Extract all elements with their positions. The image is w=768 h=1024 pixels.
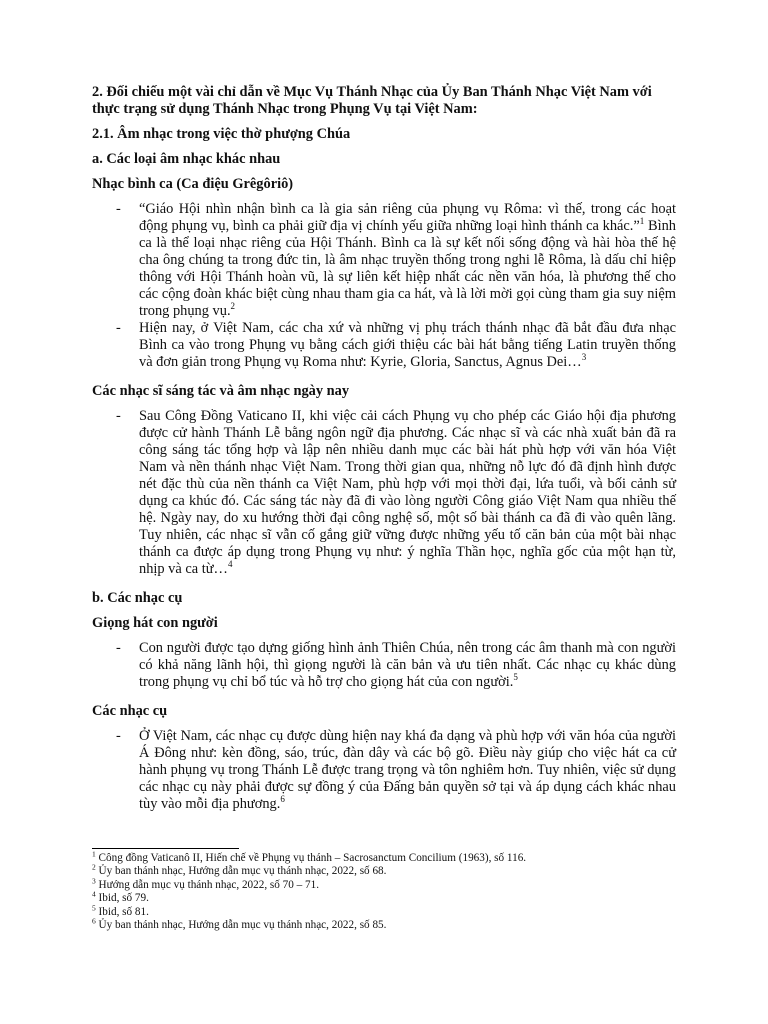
paragraph-text: Hiện nay, ở Việt Nam, các cha xứ và những vị phụ trách thánh nhạc đã bắt đầu đưa nhạc Bình ca vào trong Phụng vụ bằng cách giới thiệu các bài hát bằng tiếng Latin truyền thống và đơn giản trong Phụng vụ Roma như: Kyrie, Gloria, Sanctus, Agnus Dei…	[139, 320, 676, 370]
paragraph-text: Con người được tạo dựng giống hình ảnh Thiên Chúa, nên trong các âm thanh mà con người có khả năng lãnh hội, thì giọng người là căn bản và ưu tiên nhất. Các nhạc cụ khác dùng trong phụng vụ chỉ bổ túc và hỗ trợ cho giọng hát của con người.	[139, 640, 676, 690]
footnote	[92, 889, 676, 905]
part-b-title: b. Các nhạc cụ	[92, 590, 183, 606]
footnote-ref[interactable]: 6	[280, 794, 285, 805]
footnote-ref[interactable]: 5	[513, 672, 518, 683]
part-a-title: a. Các loại âm nhạc khác nhau	[92, 151, 281, 167]
list-item	[92, 408, 676, 578]
paragraph-text: Bình ca là thể loại nhạc riêng của Hội Thánh. Bình ca là sự kết nối sống động và hài hòa thế hệ cha ông chúng ta trong đức tin, là âm nhạc truyền thống trong nghi lễ Rôma, là dấu chỉ hiệp thông với Hội Thánh hoàn vũ, là sự liên kết hiệp nhất các nền văn hóa, là phương thế cho các cộng đoàn khác biệt cùng nhau tham gia ca hát, và là lời mời gọi cùng tham gia suy niệm trong phụng vụ.	[139, 218, 676, 319]
footnote-text: Ibid, số 81.	[95, 905, 149, 918]
footnote-text: Hướng dẫn mục vụ thánh nhạc, 2022, số 70 – 71.	[95, 878, 320, 891]
bullet-dash: -	[116, 728, 121, 744]
footnote	[92, 862, 676, 878]
document-body	[92, 84, 676, 825]
bullet-dash: -	[116, 320, 121, 336]
footnotes	[92, 849, 676, 932]
footnote-ref[interactable]: 3	[581, 352, 587, 363]
footnote-number: 6	[92, 916, 96, 926]
bullet-dash: -	[116, 640, 121, 656]
gregorian-title: Nhạc bình ca (Ca điệu Grêgôriô)	[92, 176, 294, 192]
footnote-number: 2	[92, 862, 96, 872]
footnote-ref[interactable]: 2	[230, 301, 236, 312]
bullet-dash: -	[116, 408, 121, 424]
subsection-title: 2.1. Âm nhạc trong việc thờ phượng Chúa	[92, 126, 351, 142]
composers-title: Các nhạc sĩ sáng tác và âm nhạc ngày nay	[92, 383, 350, 399]
footnote	[92, 849, 676, 865]
footnote-text: Ibid, số 79.	[95, 892, 149, 905]
list-item	[92, 201, 676, 320]
paragraph-text: “Giáo Hội nhìn nhận bình ca là gia sản riêng của phụng vụ Rôma: vì thế, trong các hoạt động phụng vụ, bình ca phải giữ địa vị chính yếu giữa những loại hình thánh ca khác.”	[139, 201, 676, 234]
voice-title: Giọng hát con người	[92, 615, 218, 631]
list-item	[92, 320, 676, 371]
footnote-number: 3	[92, 876, 96, 886]
footnote-text: Ủy ban thánh nhạc, Hướng dẫn mục vụ thánh nhạc, 2022, số 85.	[95, 919, 387, 932]
voice-list	[92, 640, 676, 691]
section-title: 2. Đối chiếu một vài chỉ dẫn về Mục Vụ Thánh Nhạc của Ủy Ban Thánh Nhạc Việt Nam với thực trạng sử dụng Thánh Nhạc trong Phụng Vụ tại Việt Nam:	[92, 84, 652, 117]
paragraph-text: Ở Việt Nam, các nhạc cụ được dùng hiện nay khá đa dạng và phù hợp với văn hóa của người Á Đông như: kèn đồng, sáo, trúc, đàn dây và các bộ gõ. Điều này giúp cho việc hát ca cử hành phụng vụ trong Thánh Lễ được trang trọng và tôn nghiêm hơn. Tuy nhiên, việc sử dụng các nhạc cụ này phải được sự đồng ý của Đấng bản quyền sở tại và áp dụng cách khác nhau tùy vào mỗi địa phương.	[139, 728, 676, 812]
paragraph-text: Sau Công Đồng Vaticano II, khi việc cải cách Phụng vụ cho phép các Giáo hội địa phương được cử hành Thánh Lễ bằng ngôn ngữ địa phương. Các nhạc sĩ và các nhà xuất bản đã ra công sáng tác tổng hợp và lập nên nhiều danh mục các bài hát phù hợp với văn hóa Việt Nam và nền thánh nhạc Việt Nam. Trong thời gian qua, những nỗ lực đó đã định hình được nét đặc thù của nền thánh ca Việt Nam, phù hợp với mọi thời đại, lứa tuổi, và bối cảnh sử dụng ca khúc đó. Các sáng tác này đã đi vào lòng người Công giáo Việt Nam qua nhiều thế hệ. Ngày nay, do xu hướng thời đại công nghệ số, một số bài thánh ca đã đi vào quên lãng. Tuy nhiên, các nhạc sĩ vẫn cố gắng giữ vững được những yếu tố căn bản của một bài nhạc thánh ca được áp dụng trong Phụng vụ như: ý nghĩa Thần học, nghĩa gốc của một hạn từ, nhịp và ca từ…	[139, 408, 676, 577]
footnote-number: 1	[92, 849, 96, 859]
footnote-ref[interactable]: 1	[639, 216, 645, 227]
bullet-dash: -	[116, 201, 121, 217]
footnote-number: 5	[92, 902, 96, 912]
list-item	[92, 640, 676, 691]
footnote-separator	[92, 848, 239, 849]
instruments-list	[92, 728, 676, 813]
composers-list	[92, 408, 676, 578]
footnote	[92, 902, 676, 919]
footnote-text: Công đồng Vaticanô II, Hiến chế về Phụng vụ thánh – Sacrosanctum Concilium (1963), số 116.	[95, 852, 527, 864]
gregorian-list	[92, 201, 676, 371]
list-item	[92, 728, 676, 813]
footnote	[92, 916, 676, 932]
footnote-text: Ủy ban thánh nhạc, Hướng dẫn mục vụ thánh nhạc, 2022, số 68.	[95, 865, 387, 878]
footnote-number: 4	[92, 889, 96, 899]
footnote	[92, 876, 676, 892]
footnote-ref[interactable]: 4	[227, 559, 233, 570]
instruments-title: Các nhạc cụ	[92, 703, 168, 719]
